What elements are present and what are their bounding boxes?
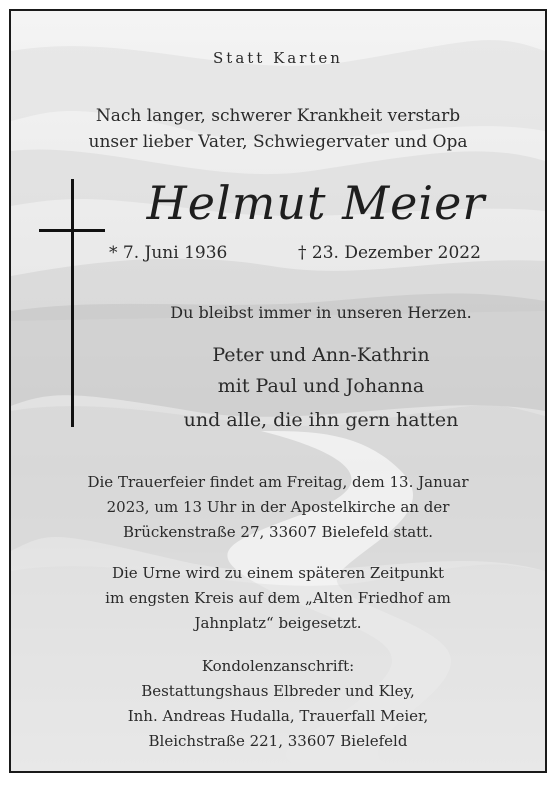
condolence-heading: Kondolenzanschrift: [201,657,355,675]
urn-line-1: Die Urne wird zu einem späteren Zeitpunkt [111,564,445,582]
death-date: † 23. Dezember 2022 [298,243,481,263]
condolence-line-3: Bleichstraße 221, 33607 Bielefeld [148,732,408,750]
latin-cross-icon [39,179,109,427]
motto: Du bleibst immer in unseren Herzen. [170,303,472,322]
condolence-line-1: Bestattungshaus Elbreder und Kley, [141,682,415,700]
funeral-line-2: 2023, um 13 Uhr in der Apostelkirche an der [106,498,450,516]
intro-line-2: unser lieber Vater, Schwiegervater und Opa [88,132,468,152]
funeral-line-1: Die Trauerfeier findet am Freitag, dem 13. Januar [87,473,469,491]
urn-line-3: Jahnplatz“ beigesetzt. [194,614,362,632]
urn-line-2: im engsten Kreis auf dem „Alten Friedhof am [105,589,451,607]
funeral-line-3: Brückenstraße 27, 33607 Bielefeld statt. [123,523,433,541]
family-line-1: Peter und Ann-Kathrin [212,344,430,366]
obituary-card [9,9,547,773]
birth-date: * 7. Juni 1936 [109,243,228,263]
deceased-name: Helmut Meier [146,176,486,230]
family-line-2: mit Paul und Johanna [217,375,425,397]
heading: Statt Karten [213,49,343,67]
intro-line-1: Nach langer, schwerer Krankheit verstarb [95,106,461,126]
family-line-3: und alle, die ihn gern hatten [183,409,459,431]
condolence-line-2: Inh. Andreas Hudalla, Trauerfall Meier, [127,707,429,725]
